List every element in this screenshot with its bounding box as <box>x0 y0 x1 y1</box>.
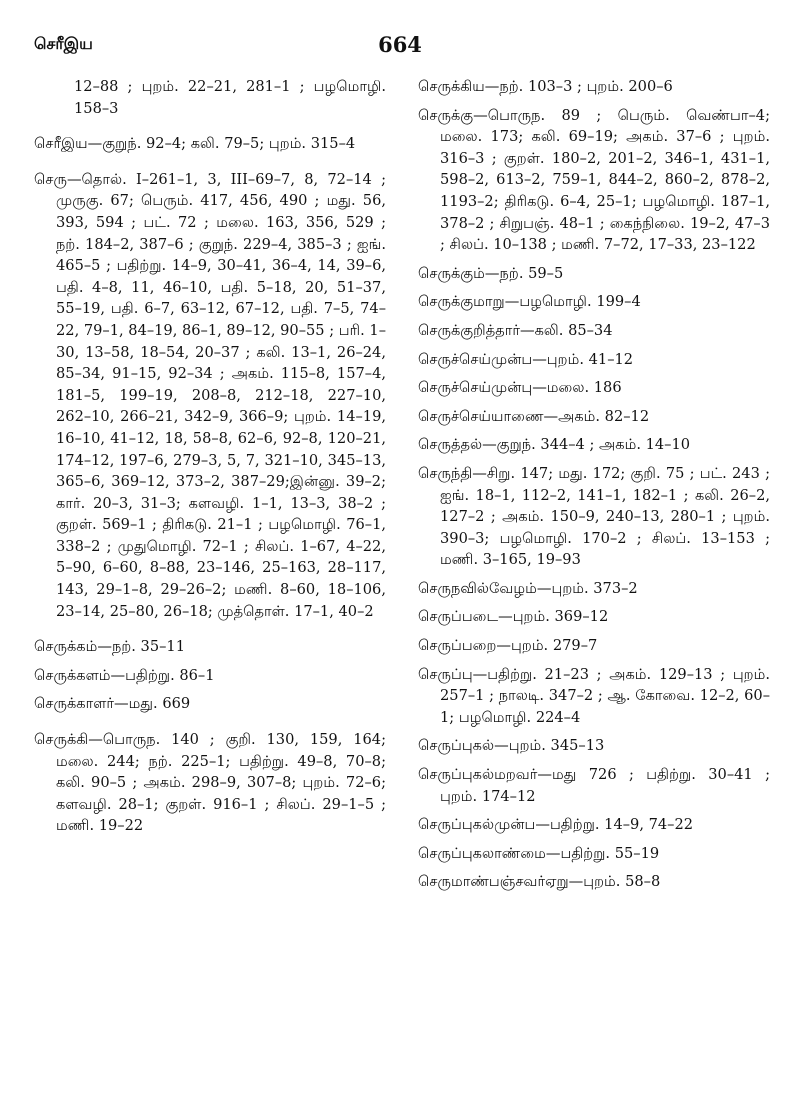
index-entry: செருக்குறித்தார்—கலி. 85–34 <box>418 321 613 339</box>
index-entry: செருக்கம்—நற். 35–11 <box>34 638 185 656</box>
index-entry: செருக்குமாறு—பழமொழி. 199–4 <box>418 293 641 311</box>
index-entry: செருப்பறை—புறம். 279–7 <box>418 637 598 655</box>
right-column <box>418 76 770 900</box>
running-header: செரீஇய <box>34 34 93 53</box>
index-entry: செருக்காளர்—மது. 669 <box>34 695 191 713</box>
index-entry: செருத்தல்—குறுந். 344–4 ; அகம். 14–10 <box>418 436 691 454</box>
index-entry: செருக்கி—பொருந. 140 ; குறி. 130, 159, 164; மலை. 244; நற். 225–1; பதிற்று. 49–8, 70–8; கலி. 90–5 ; அகம். 298–9, 307–8; புறம். 72–6; களவழி. 28–1; குறள். 916–1 ; சிலப். 29–1–5 ; மணி. 19–22 <box>34 731 386 835</box>
index-entry: செருப்புகலாண்மை—பதிற்று. 55–19 <box>418 844 660 862</box>
index-entry: செருந்தி—சிறு. 147; மது. 172; குறி. 75 ; பட். 243 ; ஐங். 18–1, 112–2, 141–1, 182–1 ; கலி. 26–2, 127–2 ; அகம். 150–9, 240–13, 280–1 ; புறம். 390–3; பழமொழி. 170–2 ; சிலப். 13–153 ; மணி. 3–165, 19–93 <box>418 464 770 569</box>
index-entry: 12–88 ; புறம். 22–21, 281–1 ; பழமொழி. 158–3 <box>74 78 386 117</box>
index-entry: செருக்களம்—பதிற்று. 86–1 <box>34 666 215 684</box>
left-column <box>34 76 386 844</box>
index-entry: செருப்படை—புறம். 369–12 <box>418 608 609 626</box>
index-entry: செருச்செய்யாணை—அகம். 82–12 <box>418 407 650 425</box>
index-entry: செரு—தொல். I–261–1, 3, III–69–7, 8, 72–14 ; முருகு. 67; பெரும். 417, 456, 490 ; மது. 56, 393, 594 ; பட். 72 ; மலை. 163, 356, 529 ; நற். 184–2, 387–6 ; குறுந். 229–4, 385–3 ; ஐங். 465–5 ; பதிற்று. 14–9, 30–41, 36–4, 14, 39–6, பதி. 4–8, 11, 46–10, பதி. 5–18, 20, 51–37, 55–19, பதி. 6–7, 63–12, 67–12, பதி. 7–5, 74–22, 79–1, 84–19, 86–1, 89–12, 90–55 ; பரி. 1–30, 13–58, 18–54, 20–37 ; கலி. 13–1, 26–24, 85–34, 91–15, 92–34 ; அகம். 115–8, 157–4, 181–5, 199–19, 208–8, 212–18, 227–10, 262–10, 266–21, 342–9, 366–9; புறம். 14–19, 16–10, 41–12, 18, 58–8, 62–6, 92–8, 120–21, 174–12, 197–6, 279–3, 5, 7, 321–10, 345–13, 365–6, 369–12, 373–2, 387–29;இன்னு. 39–2; கார். 20–3, 31–3; களவழி. 1–1, 13–3, 38–2 ; குறள். 569–1 ; திரிகடு. 21–1 ; பழமொழி. 76–1, 338–2 ; முதுமொழி. 72–1 ; சிலப். 1–67, 4–22, 5–90, 6–60, 8–88, 23–146, 25–163, 28–117, 143, 29–1–8, 29–26–2; மணி. 8–60, 18–106, 23–14, 25–80, 26–18; முத்தொள். 17–1, 40–2 <box>34 170 386 620</box>
index-entry: செருப்பு—பதிற்று. 21–23 ; அகம். 129–13 ; புறம். 257–1 ; நாலடி. 347–2 ; ஆ. கோவை. 12–2, 60–1; பழமொழி. 224–4 <box>418 665 770 726</box>
index-entry: செருமாண்பஞ்சவர்ஏறு—புறம். 58–8 <box>418 873 661 891</box>
index-entry: செருக்கு—பொருந. 89 ; பெரும். வெண்பா–4; மலை. 173; கலி. 69–19; அகம். 37–6 ; புறம். 316–3 ; குறள். 180–2, 201–2, 346–1, 431–1, 598–2, 613–2, 759–1, 844–2, 860–2, 878–2, 1193–2; திரிகடு. 6–4, 25–1; பழமொழி. 187–1, 378–2 ; சிறுபஞ். 48–1 ; கைந்நிலை. 19–2, 47–3 ; சிலப். 10–138 ; மணி. 7–72, 17–33, 23–122 <box>418 106 770 254</box>
page-number: 664 <box>378 32 422 57</box>
index-entry: செரீஇய—குறுந். 92–4; கலி. 79–5; புறம். 315–4 <box>34 135 356 153</box>
index-entry: செருச்செய்முன்ப—புறம். 41–12 <box>418 350 634 368</box>
index-entry: செருப்புகல்மறவர்—மது 726 ; பதிற்று. 30–41 ; புறம். 174–12 <box>418 766 770 805</box>
index-entry: செருக்கிய—நற். 103–3 ; புறம். 200–6 <box>418 78 673 95</box>
index-entry: செருக்கும்—நற். 59–5 <box>418 264 564 282</box>
index-entry: செருநவில்வேழம்—புறம். 373–2 <box>418 579 638 597</box>
index-entry: செருப்புகல்முன்ப—பதிற்று. 14–9, 74–22 <box>418 816 694 834</box>
index-entry: செருப்புகல்—புறம். 345–13 <box>418 737 605 755</box>
index-entry: செருச்செய்முன்பு—மலை. 186 <box>418 379 622 397</box>
